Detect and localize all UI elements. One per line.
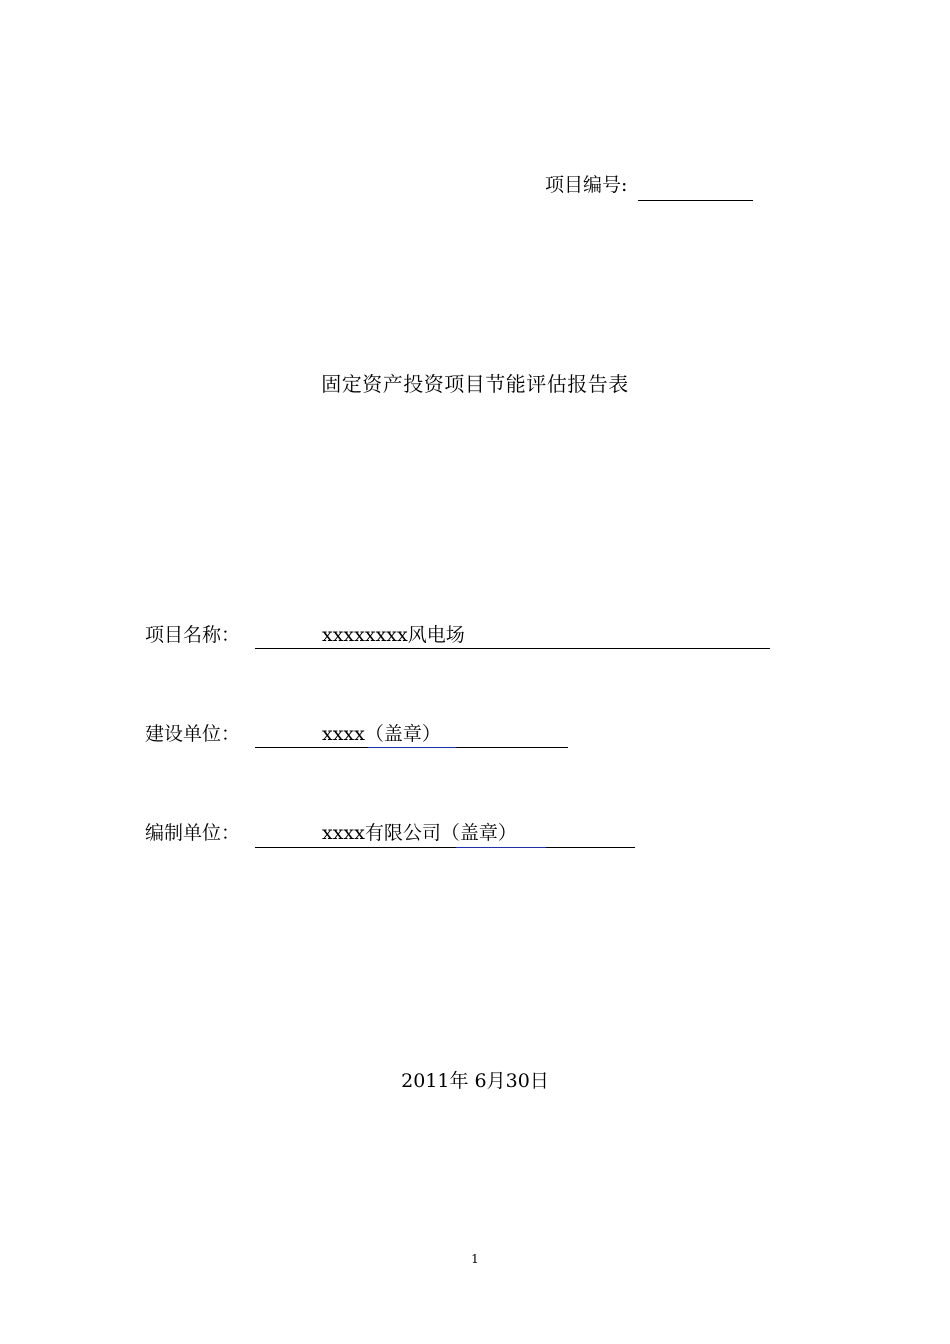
compiling-unit-label: 编制单位：: [145, 822, 241, 844]
project-name-underline: [255, 648, 770, 649]
construction-unit-value: xxxx（盖章）: [322, 723, 441, 745]
compiling-unit-value: xxxx有限公司（盖章）: [322, 822, 517, 844]
document-title: 固定资产投资项目节能评估报告表: [321, 372, 629, 396]
construction-unit-link-underline: [368, 747, 456, 748]
compiling-unit-underline: [255, 847, 635, 848]
document-date: 2011年 6月30日: [401, 1070, 549, 1092]
project-number-blank-line: [638, 200, 753, 201]
construction-unit-label: 建设单位：: [145, 723, 241, 745]
compiling-unit-link-underline: [456, 847, 546, 848]
project-number-label: 项目编号:: [545, 174, 628, 196]
project-name-value: xxxxxxxx风电场: [322, 624, 465, 646]
page-number: 1: [471, 1252, 479, 1266]
project-name-label: 项目名称：: [145, 624, 241, 646]
